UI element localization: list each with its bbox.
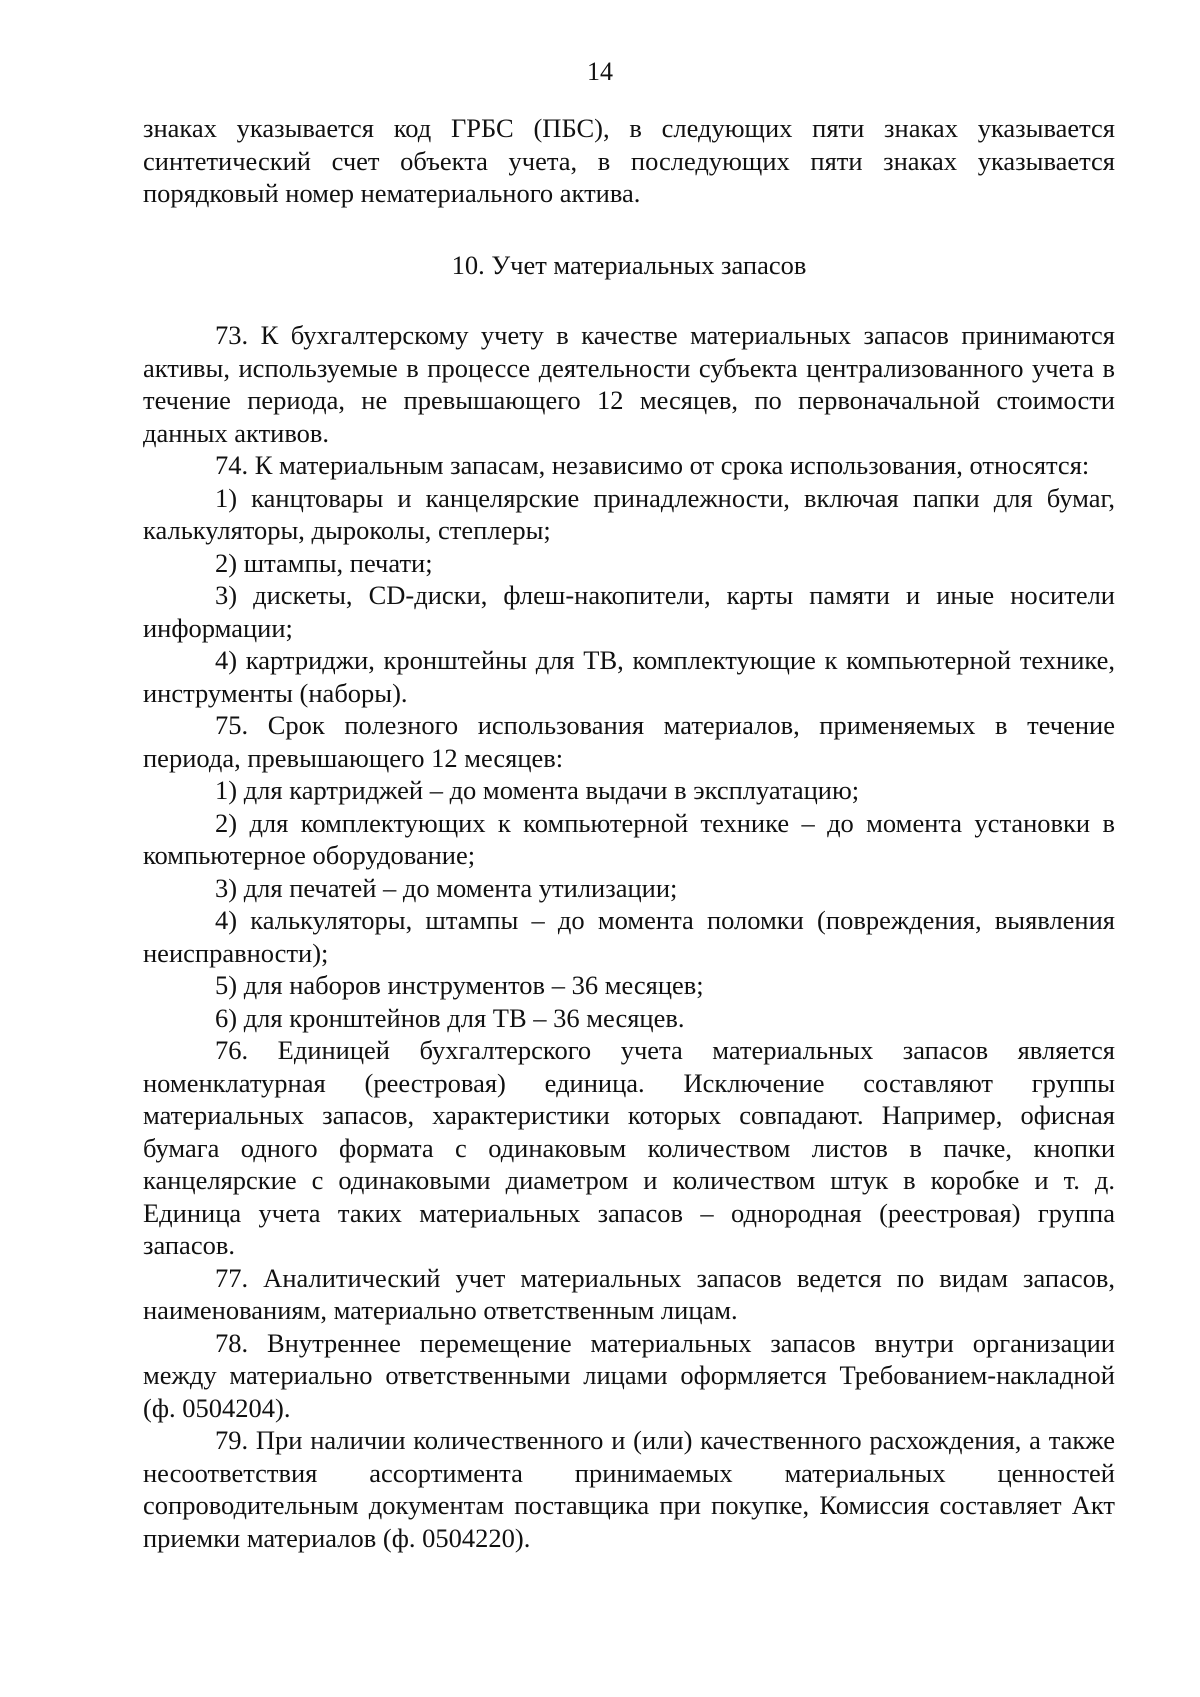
paragraph-75-item-5: 5) для наборов инструментов – 36 месяцев; [215, 970, 704, 1000]
document-body [143, 112, 1115, 1554]
paragraph-74-item-2: 2) штампы, печати; [215, 547, 433, 578]
paragraph-75-item-1: 1) для картриджей – до момента выдачи в эксплуатацию; [215, 775, 860, 805]
paragraph-74-item-4: 4) картриджи, кронштейны для ТВ, комплектующие к компьютерной технике, инструменты (наборы). [143, 645, 1115, 708]
paragraph-74: 74. К материальным запасам, независимо от срока использования, относятся: [215, 450, 1090, 480]
paragraph-77: 77. Аналитический учет материальных запасов ведется по видам запасов, наименованиям, материально ответственным лицам. [143, 1262, 1115, 1325]
paragraph-continuation: знаках указывается код ГРБС (ПБС), в следующих пяти знаках указывается синтетический счет объекта учета, в последующих пяти знаках указывается порядковый номер нематериального актива. [143, 113, 1115, 208]
paragraph-73: 73. К бухгалтерскому учету в качестве материальных запасов принимаются активы, используемые в процессе деятельности субъекта централизованного учета в течение периода, не превышающего 12 месяцев, по первоначальной стоимости данных активов. [143, 320, 1115, 448]
paragraph-75: 75. Срок полезного использования материалов, применяемых в течение периода, превышающего 12 месяцев: [143, 710, 1115, 773]
paragraph-76: 76. Единицей бухгалтерского учета материальных запасов является номенклатурная (реестровая) единица. Исключение составляют группы материальных запасов, характеристики которых совпадают. Например, офисная бумага одного формата с одинаковым количеством листов в пачке, кнопки канцелярские с одинаковыми диаметром и количеством штук в коробке и т. д. Единица учета таких материальных запасов – однородная (реестровая) группа запасов. [143, 1035, 1115, 1260]
paragraph-75-item-6: 6) для кронштейнов для ТВ – 36 месяцев. [215, 1002, 685, 1033]
paragraph-75-item-2: 2) для комплектующих к компьютерной технике – до момента установки в компьютерное оборудование; [143, 807, 1115, 870]
section-title: 10. Учет материальных запасов [451, 249, 807, 280]
paragraph-78: 78. Внутреннее перемещение материальных запасов внутри организации между материально ответственными лицами оформляется Требованием-накладной (ф. 0504204). [143, 1327, 1115, 1423]
paragraph-79: 79. При наличии количественного и (или) качественного расхождения, а также несоответствия ассортимента принимаемых материальных ценностей сопроводительным документам поставщика при покупке, Комиссия составляет Акт приемки материалов (ф. 0504220). [143, 1425, 1115, 1553]
paragraph-74-item-1: 1) канцтовары и канцелярские принадлежности, включая папки для бумаг, калькуляторы, дыроколы, степлеры; [143, 482, 1115, 545]
page-number: 14 [587, 57, 613, 86]
paragraph-75-item-3: 3) для печатей – до момента утилизации; [215, 872, 678, 903]
paragraph-74-item-3: 3) дискеты, CD-диски, флеш-накопители, карты памяти и иные носители информации; [143, 580, 1115, 643]
paragraph-75-item-4: 4) калькуляторы, штампы – до момента поломки (повреждения, выявления неисправности); [143, 905, 1115, 968]
